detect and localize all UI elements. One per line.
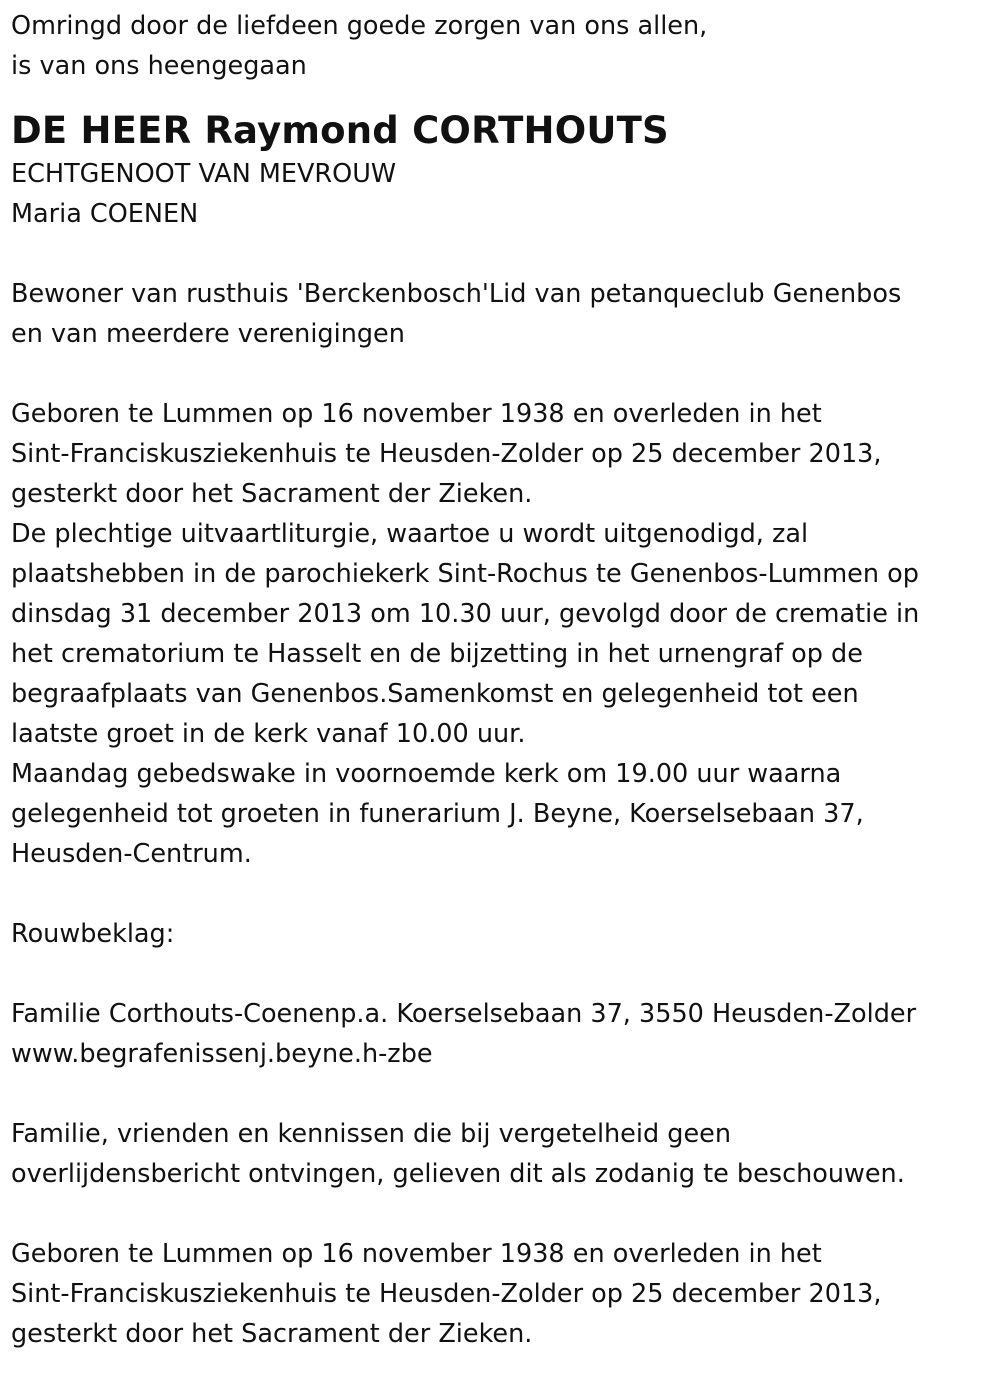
details-line-2: Sint-Franciskusziekenhuis te Heusden-Zolder op 25 december 2013, bbox=[11, 439, 882, 469]
family-address-line: Familie Corthouts-Coenenp.a. Koerselsebaan 37, 3550 Heusden-Zolder bbox=[11, 999, 917, 1029]
family-address-section bbox=[11, 994, 990, 1074]
notice-section bbox=[11, 1114, 990, 1194]
details-line-8: begraafplaats van Genenbos.Samenkomst en gelegenheid tot een bbox=[11, 679, 859, 709]
intro-section bbox=[11, 6, 990, 86]
details-section bbox=[11, 394, 990, 874]
spouse-line-1: ECHTGENOOT VAN MEVROUW bbox=[11, 159, 397, 189]
intro-line-1: Omringd door de liefdeen goede zorgen van ons allen, bbox=[11, 11, 708, 41]
details-line-5: plaatshebben in de parochiekerk Sint-Rochus te Genenbos-Lummen op bbox=[11, 559, 919, 589]
intro-line-2: is van ons heengegaan bbox=[11, 51, 307, 81]
condolence-label: Rouwbeklag: bbox=[11, 919, 175, 949]
details-line-4: De plechtige uitvaartliturgie, waartoe u wordt uitgenodigd, zal bbox=[11, 519, 809, 549]
notice-line-2: overlijdensbericht ontvingen, gelieven dit als zodanig te beschouwen. bbox=[11, 1159, 905, 1189]
affiliation-line-2: en van meerdere verenigingen bbox=[11, 319, 405, 349]
details-line-6: dinsdag 31 december 2013 om 10.30 uur, gevolgd door de crematie in bbox=[11, 599, 920, 629]
details-line-1: Geboren te Lummen op 16 november 1938 en overleden in het bbox=[11, 399, 822, 429]
repeat-details-line-3: gesterkt door het Sacrament der Zieken. bbox=[11, 1319, 533, 1349]
details-line-9: laatste groet in de kerk vanaf 10.00 uur. bbox=[11, 719, 526, 749]
notice-line-1: Familie, vrienden en kennissen die bij vergetelheid geen bbox=[11, 1119, 731, 1149]
deceased-name: DE HEER Raymond CORTHOUTS bbox=[11, 109, 669, 152]
website-text: www.begrafenissenj.beyne.h-zbe bbox=[11, 1039, 433, 1069]
affiliation-line-1: Bewoner van rusthuis 'Berckenbosch'Lid van petanqueclub Genenbos bbox=[11, 279, 902, 309]
repeat-details-line-1: Geboren te Lummen op 16 november 1938 en overleden in het bbox=[11, 1239, 822, 1269]
spouse-line-2: Maria COENEN bbox=[11, 199, 199, 229]
details-line-10: Maandag gebedswake in voornoemde kerk om 19.00 uur waarna bbox=[11, 759, 842, 789]
repeat-details-line-2: Sint-Franciskusziekenhuis te Heusden-Zolder op 25 december 2013, bbox=[11, 1279, 882, 1309]
repeat-details-section bbox=[11, 1234, 990, 1354]
spouse-section bbox=[11, 154, 990, 234]
details-line-11: gelegenheid tot groeten in funerarium J. Beyne, Koerselsebaan 37, bbox=[11, 799, 864, 829]
affiliation-section bbox=[11, 274, 990, 354]
details-line-3: gesterkt door het Sacrament der Zieken. bbox=[11, 479, 533, 509]
details-line-7: het crematorium te Hasselt en de bijzetting in het urnengraf op de bbox=[11, 639, 863, 669]
details-line-12: Heusden-Centrum. bbox=[11, 839, 252, 869]
